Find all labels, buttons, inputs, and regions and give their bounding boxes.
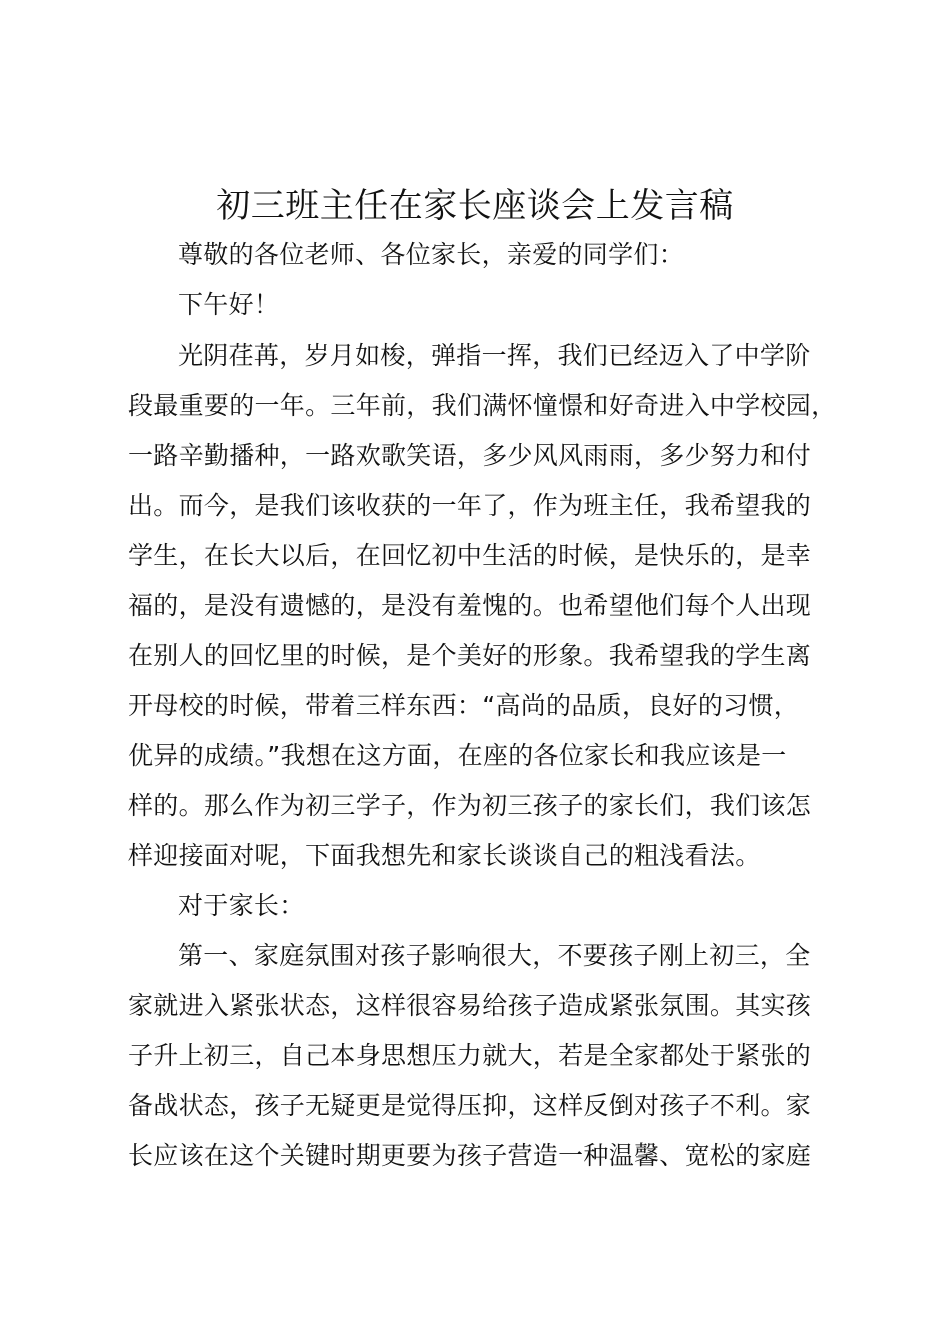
document-title: 初三班主任在家长座谈会上发言稿 bbox=[216, 186, 734, 226]
body-line: 样迎接面对呢，下面我想先和家长谈谈自己的粗浅看法。 bbox=[128, 841, 761, 870]
body-line: 第一、家庭氛围对孩子影响很大，不要孩子刚上初三，全 bbox=[178, 941, 811, 970]
body-line: 学生，在长大以后，在回忆初中生活的时候，是快乐的，是幸 bbox=[128, 541, 812, 570]
body-line: 段最重要的一年。三年前，我们满怀憧憬和好奇进入中学校园， bbox=[128, 391, 837, 420]
section-heading: 对于家长： bbox=[178, 891, 305, 920]
salutation-line: 尊敬的各位老师、各位家长，亲爱的同学们： bbox=[178, 240, 685, 269]
body-line: 一路辛勤播种，一路欢歌笑语，多少风风雨雨，多少努力和付 bbox=[128, 441, 812, 470]
body-line: 样的。那么作为初三学子，作为初三孩子的家长们，我们该怎 bbox=[128, 791, 812, 820]
greeting-line: 下午好！ bbox=[178, 290, 280, 319]
body-line: 家就进入紧张状态，这样很容易给孩子造成紧张氛围。其实孩 bbox=[128, 991, 812, 1020]
body-line: 光阴荏苒，岁月如梭，弹指一挥，我们已经迈入了中学阶 bbox=[178, 341, 811, 370]
body-line: 备战状态，孩子无疑更是觉得压抑，这样反倒对孩子不利。家 bbox=[128, 1091, 812, 1120]
body-line: 开母校的时候，带着三样东西：“高尚的品质，良好的习惯， bbox=[128, 691, 800, 720]
body-line: 优异的成绩。”我想在这方面，在座的各位家长和我应该是一 bbox=[128, 741, 787, 770]
body-line: 福的，是没有遗憾的，是没有羞愧的。也希望他们每个人出现 bbox=[128, 591, 812, 620]
body-line: 在别人的回忆里的时候，是个美好的形象。我希望我的学生离 bbox=[128, 641, 812, 670]
body-line: 长应该在这个关键时期更要为孩子营造一种温馨、宽松的家庭 bbox=[128, 1141, 812, 1170]
body-line: 出。而今，是我们该收获的一年了，作为班主任，我希望我的 bbox=[128, 491, 812, 520]
body-line: 子升上初三，自己本身思想压力就大，若是全家都处于紧张的 bbox=[128, 1041, 812, 1070]
